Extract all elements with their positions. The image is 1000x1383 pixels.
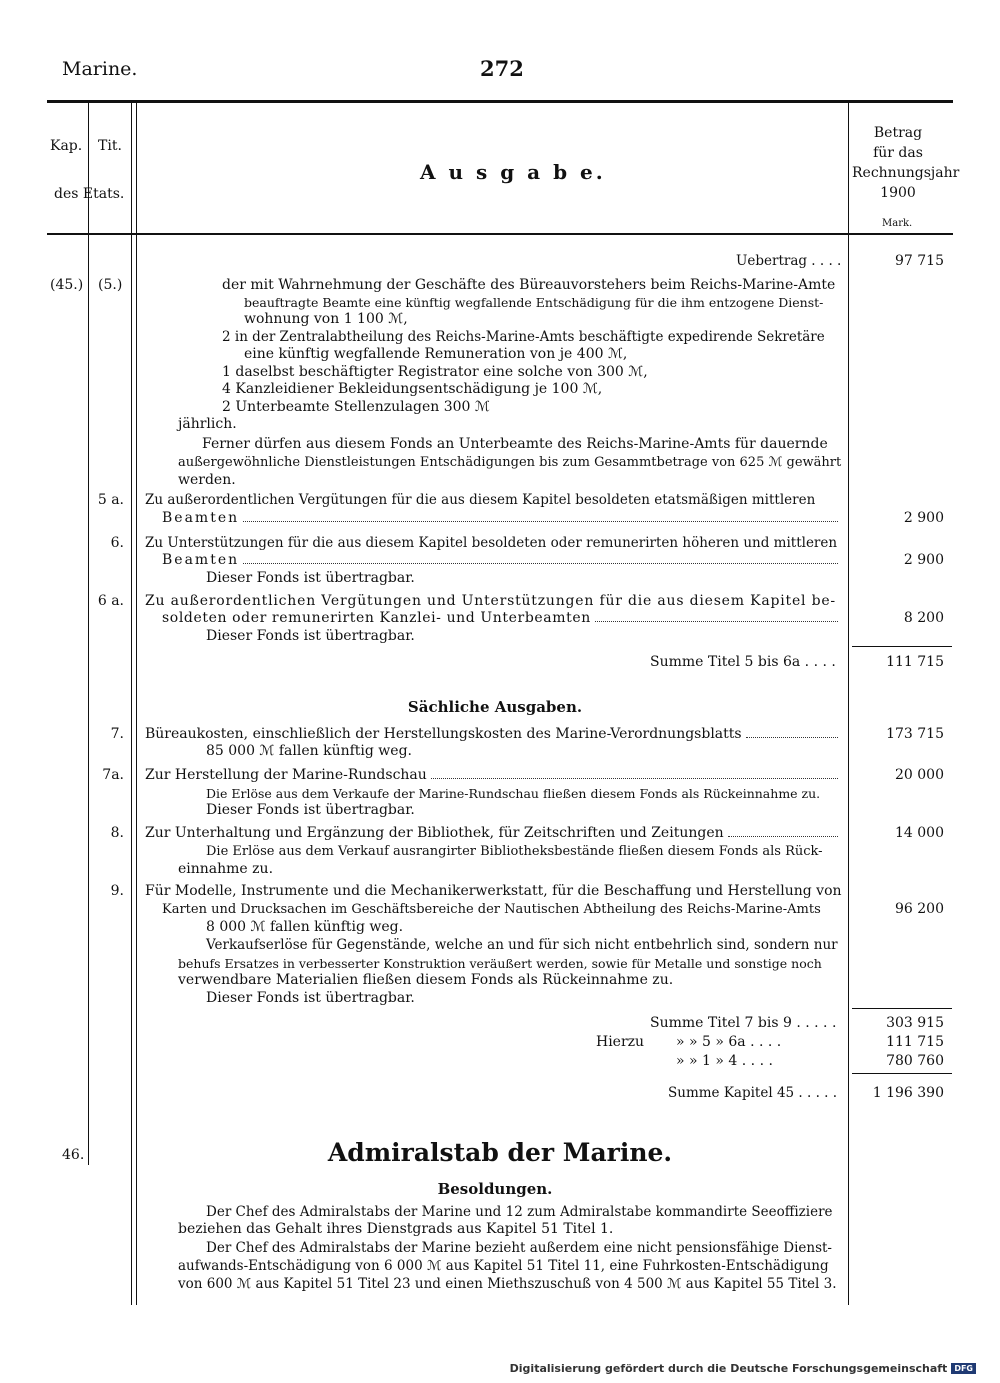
- header-tit: Tit.: [98, 138, 122, 154]
- entry-line: 2 in der Zentralabtheilung des Reichs-Marine-Amts beschäftigte expedirende Sekretäre: [222, 329, 825, 345]
- paragraph-line: aufwands-Entschädigung von 6 000 ℳ aus Kapitel 51 Titel 11, eine Fuhrkosten-Entschädigung: [178, 1258, 829, 1274]
- leader-dots: [431, 778, 838, 779]
- sum-rule: [852, 1073, 952, 1074]
- paragraph-line: beziehen das Gehalt ihres Dienstgrads aus Kapitel 51 Titel 1.: [178, 1221, 614, 1237]
- header-betrag-line: Rechnungsjahr: [852, 165, 960, 181]
- entry-line: der mit Wahrnehmung der Geschäfte des Büreauvorstehers beim Reichs-Marine-Amte: [222, 277, 836, 293]
- hierzu-row-label: » » 1 » 4 . . . .: [676, 1053, 773, 1069]
- entry-line: Zur Herstellung der Marine-Rundschau: [145, 767, 427, 783]
- footer: [510, 1362, 976, 1375]
- entry-leader-line: [145, 726, 842, 743]
- summe-amount: 111 715: [886, 654, 944, 670]
- kap-label: 46.: [62, 1147, 85, 1163]
- leader-dots: [243, 521, 838, 522]
- uebertrag-label: Uebertrag . . . .: [736, 253, 842, 269]
- header-betrag-line: 1900: [880, 185, 916, 201]
- entry-line: außergewöhnliche Dienstleistungen Entschädigungen bis zum Gesammtbetrage von 625 ℳ gewährt: [178, 455, 842, 470]
- tit-label: (5.): [98, 277, 123, 293]
- entry-line: wohnung von 1 100 ℳ,: [244, 311, 408, 327]
- entry-line: eine künftig wegfallende Remuneration von je 400 ℳ,: [244, 346, 628, 362]
- col-rule-title-inner: [136, 100, 137, 1305]
- entry-line: Zur Unterhaltung und Ergänzung der Bibliothek, für Zeitschriften und Zeitungen: [145, 825, 724, 841]
- entry-line: Zu Unterstützungen für die aus diesem Kapitel besoldeten oder remunerirten höheren und mittleren: [145, 535, 838, 551]
- entry-line: Für Modelle, Instrumente und die Mechanikerwerkstatt, für die Beschaffung und Herstellung von: [145, 883, 842, 899]
- table-top-rule: [47, 100, 953, 103]
- page-number: 272: [480, 56, 524, 81]
- entry-line: 4 Kanzleidiener Bekleidungsentschädigung je 100 ℳ,: [222, 381, 603, 397]
- entry-leader-line: [162, 552, 842, 569]
- entry-line: 8 000 ℳ fallen künftig weg.: [206, 919, 404, 935]
- entry-line: Dieser Fonds ist übertragbar.: [206, 802, 415, 818]
- dfg-logo: DFG: [951, 1363, 976, 1374]
- header-kap: Kap.: [50, 138, 83, 154]
- entry-line: soldeten oder remunerirten Kanzlei- und Unterbeamten: [162, 610, 591, 626]
- hierzu-label: Hierzu: [596, 1034, 645, 1050]
- col-rule-amount: [848, 100, 849, 1305]
- entry-line: Beamten: [162, 552, 240, 568]
- entry-line: Ferner dürfen aus diesem Fonds an Unterbeamte des Reichs-Marine-Amts für dauernde: [202, 436, 828, 452]
- tit-label: 6.: [110, 535, 124, 551]
- entry-line: verwendbare Materialien fließen diesem Fonds als Rückeinnahme zu.: [178, 972, 674, 988]
- paragraph-line: von 600 ℳ aus Kapitel 51 Titel 23 und einen Miethszuschuß von 4 500 ℳ aus Kapitel 55 Titel 3.: [178, 1276, 837, 1292]
- header-title: A u s g a b e.: [420, 160, 606, 184]
- entry-line: Dieser Fonds ist übertragbar.: [206, 628, 415, 644]
- col-rule-tit: [131, 100, 132, 1305]
- amount-5a: 2 900: [903, 510, 944, 526]
- paragraph-line: Der Chef des Admiralstabs der Marine und 12 zum Admiralstabe kommandirte Seeoffiziere: [206, 1204, 833, 1220]
- tit-label: 7a.: [102, 767, 124, 783]
- amount-6: 2 900: [903, 552, 944, 568]
- entry-leader-line: [145, 825, 842, 842]
- col-rule-kap: [88, 100, 89, 1165]
- entry-line: werden.: [178, 472, 236, 488]
- entry-line: 85 000 ℳ fallen künftig weg.: [206, 743, 412, 759]
- header-betrag-line: für das: [873, 145, 923, 161]
- summe-amount: 303 915: [886, 1015, 944, 1031]
- section-title: Sächliche Ausgaben.: [407, 698, 583, 716]
- kapitel-subtitle: Besoldungen.: [437, 1180, 553, 1198]
- page-header-left: Marine.: [62, 58, 138, 80]
- entry-line: einnahme zu.: [178, 861, 274, 877]
- sum-rule: [852, 646, 952, 647]
- tit-label: 5 a.: [97, 492, 124, 508]
- entry-line: beauftragte Beamte eine künftig wegfallende Entschädigung für die ihm entzogene Dienst-: [244, 295, 824, 310]
- header-betrag-line: Betrag: [873, 125, 923, 141]
- entry-line: behufs Ersatzes in verbesserter Konstruktion veräußert werden, sowie für Metalle und sonstige noch: [178, 956, 822, 971]
- tit-label: 9.: [110, 883, 124, 899]
- entry-line: Die Erlöse aus dem Verkauf ausrangirter Bibliotheksbestände fließen diesem Fonds als Rück-: [206, 844, 823, 859]
- summe-kapitel-label: Summe Kapitel 45 . . . . .: [668, 1085, 838, 1101]
- paragraph-line: Der Chef des Admiralstabs der Marine bezieht außerdem eine nicht pensionsfähige Dienst-: [206, 1240, 832, 1256]
- header-des-etats: des Etats.: [54, 186, 125, 202]
- hierzu-row-amount: 111 715: [886, 1034, 944, 1050]
- entry-line: Zu außerordentlichen Vergütungen und Unterstützungen für die aus diesem Kapitel be-: [145, 593, 836, 609]
- entry-line: Dieser Fonds ist übertragbar.: [206, 570, 415, 586]
- entry-line: 1 daselbst beschäftigter Registrator eine solche von 300 ℳ,: [222, 364, 648, 380]
- header-unit: Mark.: [882, 218, 913, 229]
- kap-label: (45.): [50, 277, 84, 293]
- amount-7a: 20 000: [895, 767, 944, 783]
- entry-line: Karten und Drucksachen im Geschäftsbereiche der Nautischen Abtheilung des Reichs-Marine-Amts: [162, 902, 821, 917]
- leader-dots: [595, 621, 838, 622]
- entry-line: jährlich.: [178, 416, 237, 432]
- summe-label: Summe Titel 7 bis 9 . . . . .: [650, 1015, 837, 1031]
- leader-dots: [728, 836, 838, 837]
- tit-label: 8.: [110, 825, 124, 841]
- hierzu-row-amount: 780 760: [886, 1053, 944, 1069]
- entry-line: Büreaukosten, einschließlich der Herstellungskosten des Marine-Verordnungsblatts: [145, 726, 742, 742]
- table-header-bottom-rule: [47, 233, 953, 235]
- sum-rule: [852, 1008, 952, 1009]
- hierzu-row-label: » » 5 » 6a . . . .: [676, 1034, 782, 1050]
- entry-line: Dieser Fonds ist übertragbar.: [206, 990, 415, 1006]
- entry-leader-line: [162, 510, 842, 527]
- summe-label: Summe Titel 5 bis 6a . . . .: [650, 654, 836, 670]
- entry-line: Die Erlöse aus dem Verkaufe der Marine-Rundschau fließen diesem Fonds als Rückeinnahme zu.: [206, 786, 821, 801]
- entry-line: Zu außerordentlichen Vergütungen für die aus diesem Kapitel besoldeten etatsmäßigen mittleren: [145, 492, 816, 508]
- leader-dots: [746, 737, 838, 738]
- footer-text: Digitalisierung gefördert durch die Deutsche Forschungsgemeinschaft: [509, 1362, 948, 1375]
- amount-9: 96 200: [895, 901, 944, 917]
- leader-dots: [243, 563, 838, 564]
- tit-label: 6 a.: [97, 593, 124, 609]
- uebertrag-amount: 97 715: [895, 253, 944, 269]
- amount-6a: 8 200: [903, 610, 944, 626]
- kapitel-title: Admiralstab der Marine.: [327, 1138, 673, 1167]
- amount-7: 173 715: [886, 726, 944, 742]
- tit-label: 7.: [110, 726, 124, 742]
- amount-8: 14 000: [895, 825, 944, 841]
- entry-line: Verkaufserlöse für Gegenstände, welche an und für sich nicht entbehrlich sind, sondern nur: [206, 937, 838, 953]
- header-betrag: [852, 123, 960, 203]
- entry-line: Beamten: [162, 510, 240, 526]
- entry-leader-line: [162, 610, 842, 627]
- entry-line: 2 Unterbeamte Stellenzulagen 300 ℳ: [222, 399, 490, 415]
- entry-leader-line: [145, 767, 842, 784]
- summe-kapitel-amount: 1 196 390: [872, 1085, 944, 1101]
